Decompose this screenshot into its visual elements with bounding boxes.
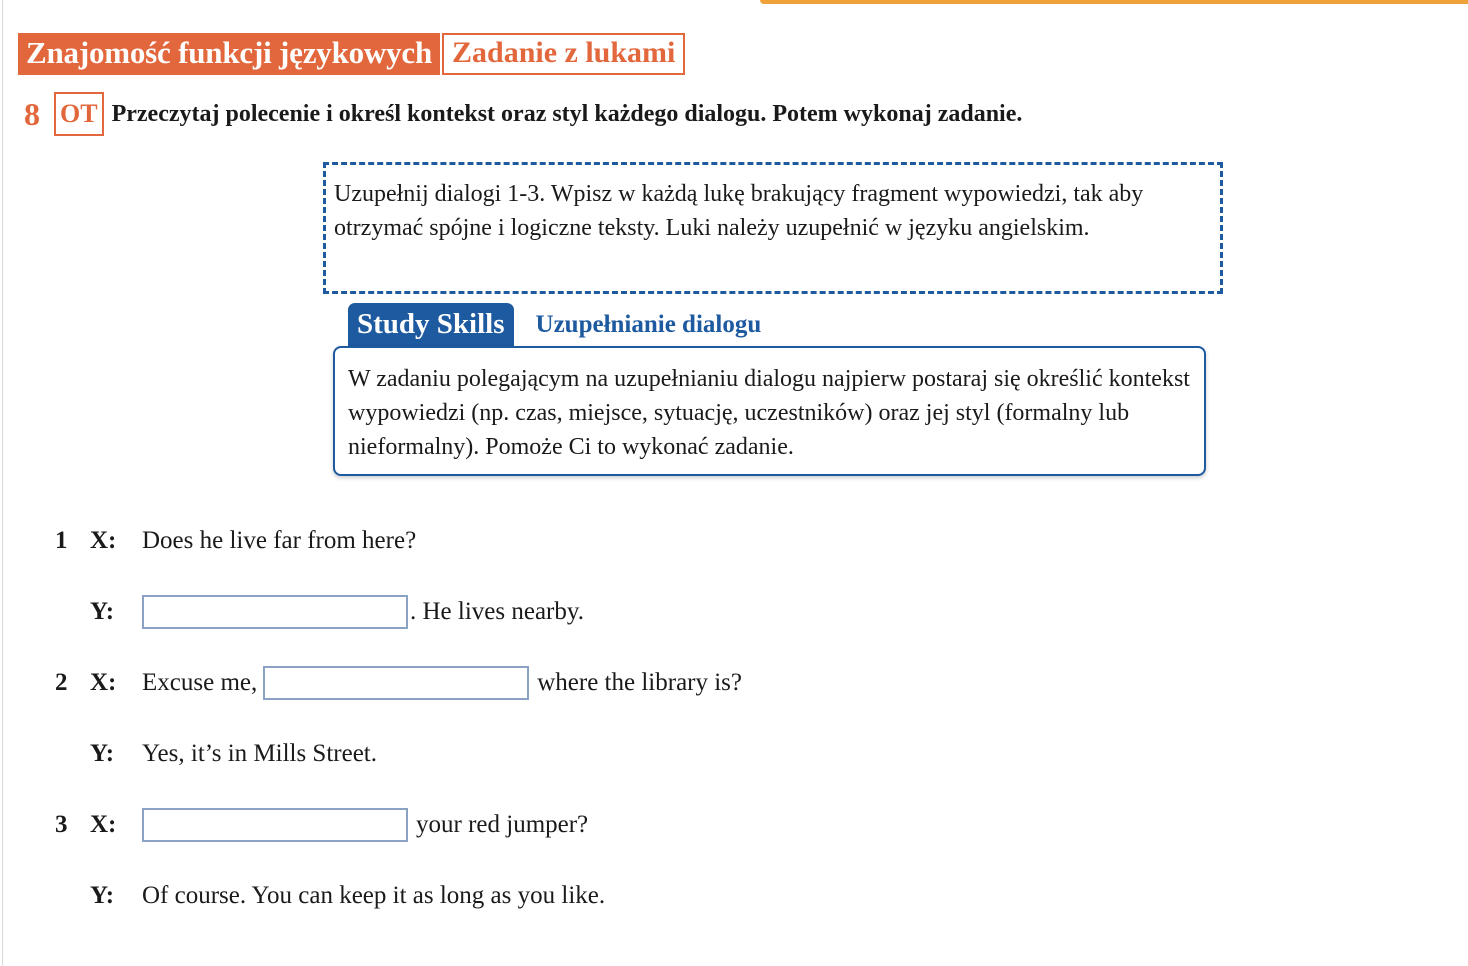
dialogue-number: 3 xyxy=(55,811,68,838)
dialogue-content xyxy=(142,595,584,629)
dialogue-text: where the library is? xyxy=(537,669,743,696)
study-skills-box: W zadaniu polegającym na uzupełnianiu dialogu najpierw postaraj się określić kontekst wypowiedzi (np. czas, miejsce, sytuację, uczestników) oraz jej styl (formalny lub nieformalny). Pomoże Ci to wykonać zadanie. xyxy=(333,346,1206,476)
study-skills-subtitle: Uzupełnianie dialogu xyxy=(535,310,762,338)
instruction-box: Uzupełnij dialogi 1-3. Wpisz w każdą lukę brakujący fragment wypowiedzi, tak aby otrzymać spójne i logiczne teksty. Luki należy uzupełnić w języku angielskim. xyxy=(323,162,1223,294)
dialogue-text: . He lives nearby. xyxy=(410,598,585,625)
speaker-label: Y: xyxy=(90,882,115,909)
task-number: 8 xyxy=(24,95,40,132)
gap-input-2[interactable] xyxy=(263,666,529,700)
dialogue-text: Of course. You can keep it as long as you like. xyxy=(142,882,606,909)
speaker-label: X: xyxy=(90,527,117,554)
dialogue-content xyxy=(142,666,742,700)
dialogue-number: 2 xyxy=(55,669,68,696)
dialogue-text: Excuse me, xyxy=(142,669,258,696)
section-tag: Zadanie z lukami xyxy=(442,33,685,75)
section-title: Znajomość funkcji językowych xyxy=(18,33,440,75)
dialogue-content xyxy=(142,808,588,842)
gap-input-3[interactable] xyxy=(142,808,408,842)
speaker-label: Y: xyxy=(90,598,115,625)
gap-input-1[interactable] xyxy=(142,595,408,629)
dialogue-text: Yes, it’s in Mills Street. xyxy=(142,740,377,767)
task-header xyxy=(24,92,1022,136)
dialogue-number: 1 xyxy=(55,527,68,554)
task-instruction: Przeczytaj polecenie i określ kontekst oraz styl każdego dialogu. Potem wykonaj zadanie. xyxy=(111,100,1023,127)
study-skills-header xyxy=(348,303,761,346)
speaker-label: Y: xyxy=(90,740,115,767)
speaker-label: X: xyxy=(90,811,117,838)
dialogue-text: Does he live far from here? xyxy=(142,527,417,554)
dialogue-text: your red jumper? xyxy=(416,811,589,838)
study-skills-badge: Study Skills xyxy=(348,303,514,346)
speaker-label: X: xyxy=(90,669,117,696)
section-header xyxy=(18,33,685,75)
task-badge: OT xyxy=(54,92,104,136)
left-margin-rule xyxy=(2,0,3,966)
top-accent-bar xyxy=(760,0,1468,4)
